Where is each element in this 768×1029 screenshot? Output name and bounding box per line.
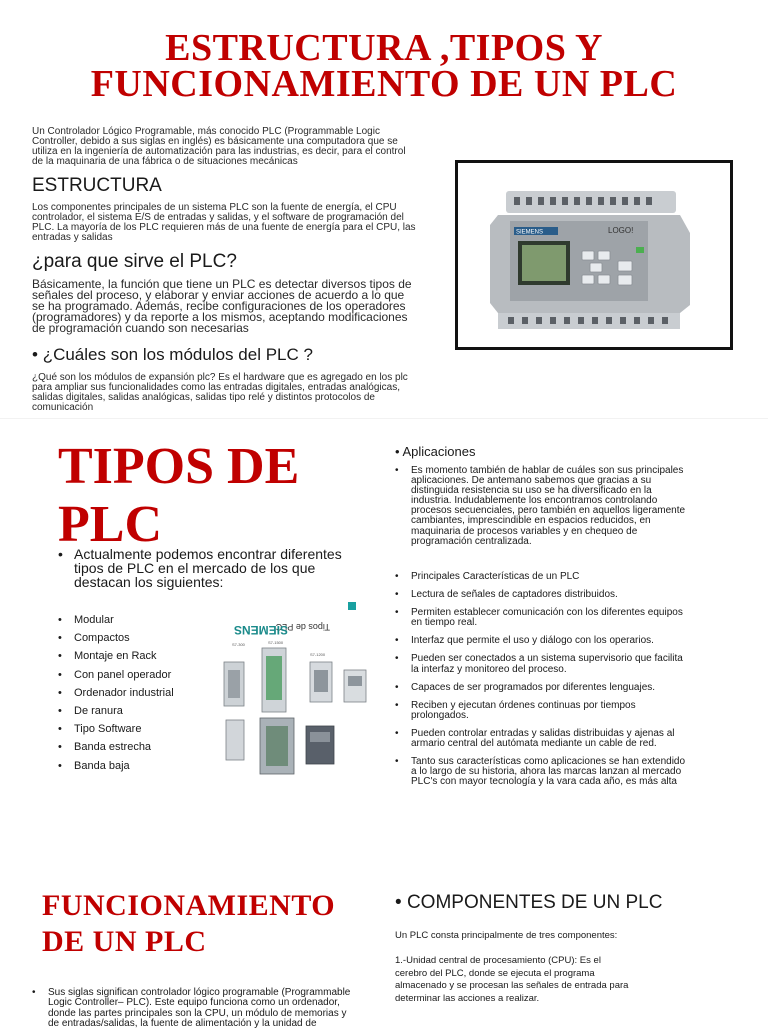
tipos-intro-line: destacan los siguientes: [74,574,224,590]
funcionamiento-line: Logic Controller– PLC). Este equipo funciona como un ordenador, [48,997,340,1009]
aplicaciones-line: distinguida resistencia su uso se ha diversificado en la [411,485,652,497]
aplicaciones-text [395,466,745,547]
estructura-line: controlador, el sistema E/S de entradas y salidas, y el software de programación del [32,212,404,223]
caracteristica-line: a lo largo de su historia, ahora las marcas lanzan al mercado [411,766,682,778]
tipos-intro-item [58,547,378,589]
caracteristica-line: • Permiten establecer comunicación con los diferentes equipos [411,607,683,619]
estructura-line: Los componentes principales de un sistema PLC son la fuente de energía, el CPU [32,202,397,213]
aplicaciones-line: maquinaria de procesos variables y en chequeo de [411,525,638,537]
sirve-line: (programadores) y da reporte a los mismos, aceptando modificaciones [32,310,408,324]
tipos-heading-line: TIPOS DE [58,438,300,495]
aplicaciones-line: • Es momento también de hablar de cuáles son sus principales [411,465,684,476]
componentes-cpu-line: almacenado y se procesan las señales de entrada para [395,980,629,991]
bullet-glyph: • [395,444,403,459]
aplicaciones-paragraph [395,466,745,547]
bullet-glyph: • [32,345,43,364]
tipos-list-item: • De ranura [58,705,174,723]
aplicaciones-line: aplicaciones. De antemano sabemos que gracias a su [411,475,652,487]
siemens-logo-plc-image [458,163,730,347]
modulos-paragraph [32,373,442,413]
tipos-list-item: • Con panel operador [58,669,174,687]
title-line-2: FUNCIONAMIENTO DE UN PLC [90,63,678,105]
siemens-plc-modules-image [210,600,378,782]
funcionamiento-line: donde las partes principales son la CPU, un módulo de memorias y [48,1007,347,1019]
sirve-paragraph [32,279,447,334]
plc-brand-label: SIEMENS [516,229,544,236]
caracteristica-line: • Pueden controlar entradas y salidas distribuidas y ajenas al [411,727,675,739]
modulos-heading [32,344,313,366]
funcionamiento-line: de entradas/salidas, la fuente de alimentación y la unidad de [48,1017,317,1029]
aplicaciones-line: industria. Indudablemente los encontramos controlando [411,495,658,507]
componentes-intro: Un PLC consta principalmente de tres componentes: [395,930,618,941]
tipos-list-item: • Banda estrecha [58,741,174,759]
componentes-cpu-line: determinar las acciones a realizar. [395,992,540,1004]
componentes-heading [395,892,662,914]
tipos-intro-line: tipos de PLC en el mercado de los que [74,560,316,576]
intro-line: Un Controlador Lógico Programable, más conocido PLC (Programmable Logic [32,126,380,137]
funcionamiento-heading-line: DE UN PLC [42,925,207,958]
title-line-1: ESTRUCTURA ,TIPOS Y [165,27,603,69]
caracteristica-line: en tiempo real. [411,617,478,629]
tipos-intro-line: • Actualmente podemos encontrar diferentes [74,546,342,562]
tipos-image-brand: SIEMENS [233,623,288,637]
caracteristica-line: PLC's con mayor tecnología y la vara cada año, es más alta [411,776,677,788]
estructura-line: PLC. La mayoría de los PLC requieren más de una fuente de energía para el CPU, las [32,222,416,233]
intro-paragraph [32,127,442,167]
componentes-heading-text: COMPONENTES DE UN PLC [406,892,663,913]
funcionamiento-text [32,988,382,1029]
aplicaciones-line: procesos secuenciales, pero también en aquellos ligeramente [411,505,686,517]
caracteristica-item [395,572,745,582]
tipos-heading-line: PLC [58,496,162,553]
modulos-line: para ampliar sus funcionalidades como las entradas digitales, entradas analógicas, [32,382,400,393]
tipos-list [58,614,174,778]
caracteristica-line: • Pueden ser conectados a un sistema supervisorio que facilita [411,653,683,665]
estructura-line: entradas y salidas [32,232,113,243]
tipos-list-item: • Montaje en Rack [58,650,174,668]
tipos-list-item: • Ordenador industrial [58,687,174,705]
caracteristica-line: • Interfaz que permite el uso y diálogo con los operarios. [411,635,654,647]
sirve-line: de programación cuando son necesarias [32,321,249,335]
svg-text:S7-1200: S7-1200 [310,652,326,657]
componentes-cpu [395,955,655,1005]
slide-separator [0,418,768,419]
plc-photo-frame [455,160,733,350]
caracteristica-item [395,729,745,749]
sirve-line: se ha programado. Además, recibe configuraciones de los operadores [32,299,406,313]
componentes-cpu-line: cerebro del PLC, donde se ejecuta el programa [395,967,595,979]
caracteristica-line: prolongados. [411,709,469,721]
caracteristica-item [395,683,745,693]
sirve-heading: ¿para que sirve el PLC? [32,251,237,272]
modulos-heading-text: ¿Cuáles son los módulos del PLC ? [42,345,313,364]
intro-line: Controller, debido a sus siglas en inglés) es básicamente una computadora que se [32,136,398,147]
modulos-line: ¿Qué son los módulos de expansión plc? Es el hardware que es agregado en los plc [32,372,408,383]
modulos-line: salidas digitales, salidas analógicas, salidas tipo relé y distintos protocolos de [32,392,375,403]
aplicaciones-heading-text: Aplicaciones [402,444,476,459]
intro-line: de la maquinaria de una fábrica o de situaciones mecánicas [32,156,298,167]
bullet-glyph: • [395,892,407,913]
caracteristica-line: • Capaces de ser programados por diferentes lenguajes. [411,681,656,693]
caracteristica-line: • Reciben y ejecutan órdenes continuas por tiempos [411,699,636,711]
caracteristica-line: • Tanto sus características como aplicaciones se han extendido [411,756,686,768]
tipos-image-caption: Tipos de PLC [275,622,330,632]
caracteristica-item [395,654,745,674]
estructura-heading: ESTRUCTURA [32,175,162,196]
caracteristica-item [395,636,745,646]
tipos-list-item: • Banda baja [58,760,174,778]
caracteristica-line: la interfaz y monitoreo del proceso. [411,663,567,675]
caracteristica-item [395,590,745,600]
estructura-paragraph [32,203,442,243]
svg-text:S7-1500: S7-1500 [268,640,284,645]
intro-line: utiliza en la ingeniería de automatización para las industrias, es decir, para el control [32,146,406,157]
caracteristica-item [395,757,745,787]
tipos-heading [58,438,299,554]
tipos-plc-image [210,600,378,782]
funcionamiento-line: • Sus siglas significan controlador lógico programable (Programmable [48,987,351,998]
funcionamiento-heading [42,888,335,960]
funcionamiento-paragraph [32,988,382,1029]
componentes-cpu-line: 1.-Unidad central de procesamiento (CPU): Es el [395,955,601,966]
tipos-list-item: • Tipo Software [58,723,174,741]
aplicaciones-heading [395,444,475,460]
tipos-intro [58,547,378,589]
sirve-line: Básicamente, la función que tiene un PLC es detectar diversos tipos de [32,277,412,291]
tipos-list-item: • Modular [58,614,174,632]
sirve-line: señales del proceso, y elaborar y enviar acciones de acuerdo a lo que [32,288,405,302]
aplicaciones-line: cambiantes, imprescindible en espacios reducidos, en [411,515,651,527]
funcionamiento-heading-line: FUNCIONAMIENTO [42,889,336,922]
caracteristica-line: • Principales Características de un PLC [411,571,580,582]
svg-text:S7-300: S7-300 [232,642,245,647]
caracteristica-item [395,608,745,628]
aplicaciones-line: programación centralizada. [411,535,532,547]
plc-model-label: LOGO! [608,226,634,235]
caracteristica-line: • Lectura de señales de captadores distribuidos. [411,589,618,601]
tipos-list-item: • Compactos [58,632,174,650]
caracteristica-line: armario central del autómata mediante un cable de red. [411,738,657,750]
caracteristica-item [395,701,745,721]
modulos-line: comunicación [32,402,94,413]
caracteristicas-list [395,572,745,787]
page-title [0,27,768,105]
